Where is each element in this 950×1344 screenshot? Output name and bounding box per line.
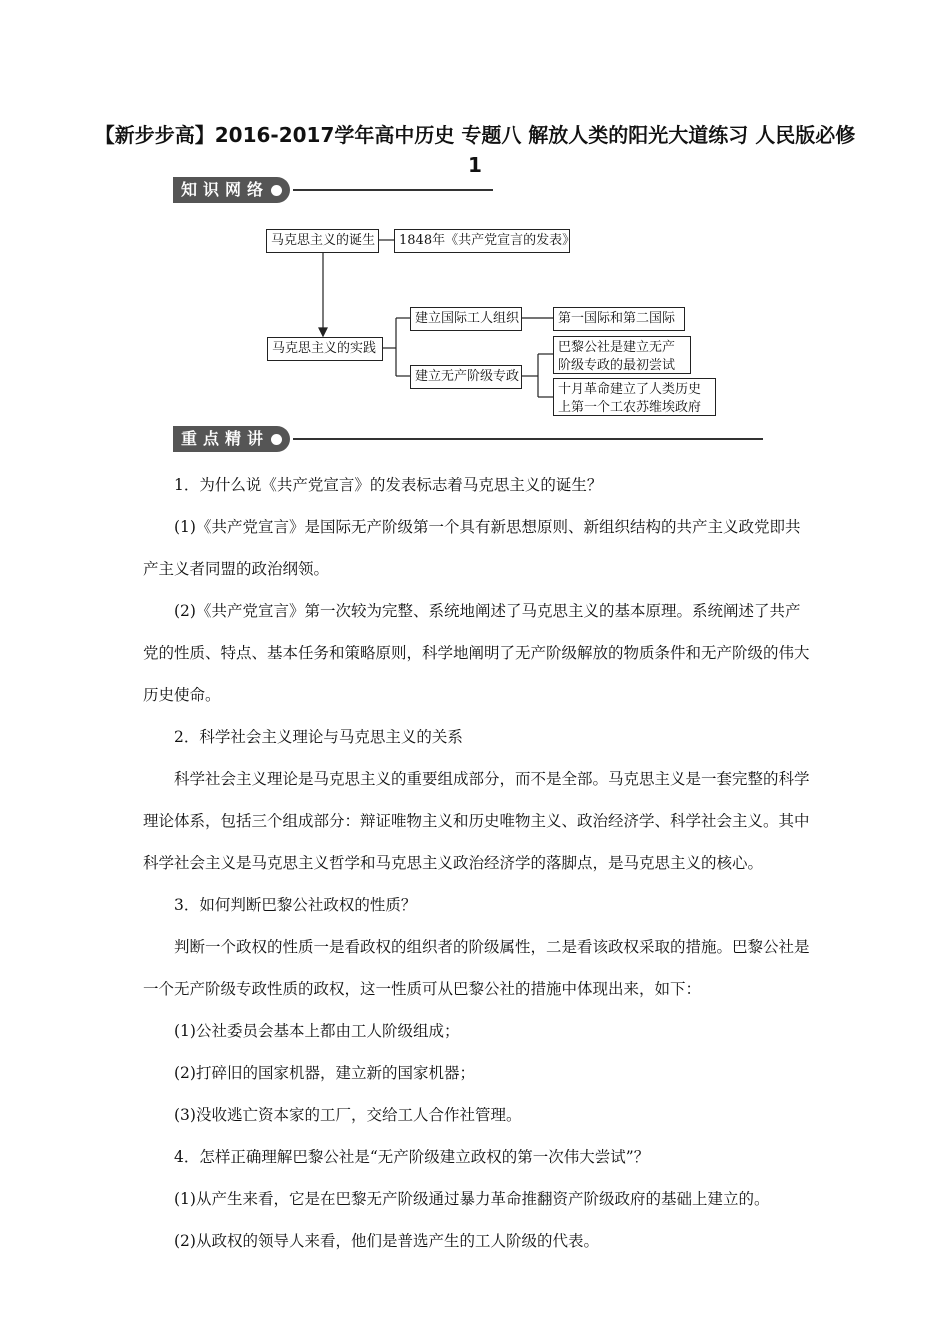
diagram-node-october: 十月革命建立了人类历史上第一个工农苏维埃政府 [553,378,716,416]
diagram-node-commune: 巴黎公社是建立无产阶级专政的最初尝试 [553,336,691,374]
diagram-node-intl-org: 建立国际工人组织 [410,307,522,331]
diagram-node-dictatorship: 建立无产阶级专政 [410,365,522,389]
question-heading: 4．怎样正确理解巴黎公社是“无产阶级建立政权的第一次伟大尝试”？ [174,1148,650,1166]
answer-paragraph: 科学社会主义理论是马克思主义的重要组成部分，而不是全部。马克思主义是一套完整的科学理论体系，包括三个组成部分：辩证唯物主义和历史唯物主义、政治经济学、科学社会主义。其中科学社会主义是马克思主义哲学和马克思主义政治经济学的落脚点，是马克思主义的核心。 [143,770,810,872]
body-text [143,464,813,1262]
answer-paragraph: 判断一个政权的性质一是看政权的组织者的阶级属性，二是看该政权采取的措施。巴黎公社是一个无产阶级专政性质的政权，这一性质可从巴黎公社的措施中体现出来，如下： [143,938,810,998]
question-heading: 2．科学社会主义理论与马克思主义的关系 [174,728,463,746]
answer-paragraph: (1)《共产党宣言》是国际无产阶级第一个具有新思想原则、新组织结构的共产主义政党即共产主义者同盟的政治纲领。 [143,518,801,578]
diagram-node-birth: 马克思主义的诞生 [266,229,379,253]
question-heading: 1．为什么说《共产党宣言》的发表标志着马克思主义的诞生？ [174,476,603,494]
answer-item: (1)从产生来看，它是在巴黎无产阶级通过暴力革命推翻资产阶级政府的基础上建立的。 [174,1190,770,1208]
answer-paragraph: (2)《共产党宣言》第一次较为完整、系统地阐述了马克思主义的基本原理。系统阐述了共产党的性质、特点、基本任务和策略原则，科学地阐明了无产阶级解放的物质条件和无产阶级的伟大历史使命。 [143,602,810,704]
section-rule [293,438,763,440]
section-label: 重点精讲 [181,429,270,448]
answer-item: (2)从政权的领导人来看，他们是普选产生的工人阶级的代表。 [174,1232,599,1250]
section-banner-key-points [173,426,773,452]
question-heading: 3．如何判断巴黎公社政权的性质？ [174,896,417,914]
section-label: 知识网络 [181,180,270,199]
answer-item: (1)公社委员会基本上都由工人阶级组成； [174,1022,460,1040]
diagram-node-manifesto: 1848年《共产党宣言的发表》 [394,229,570,253]
answer-item: (2)打碎旧的国家机器，建立新的国家机器； [174,1064,475,1082]
diagram-node-internationals: 第一国际和第二国际 [553,307,685,331]
section-tag [173,426,290,452]
diagram-node-practice: 马克思主义的实践 [267,337,383,361]
document-title: 【新步步高】2016-2017学年高中历史 专题八 解放人类的阳光大道练习 人民版必修1 [94,123,856,177]
bullet-dot-icon [271,434,282,445]
answer-item: (3)没收逃亡资本家的工厂，交给工人合作社管理。 [174,1106,522,1124]
